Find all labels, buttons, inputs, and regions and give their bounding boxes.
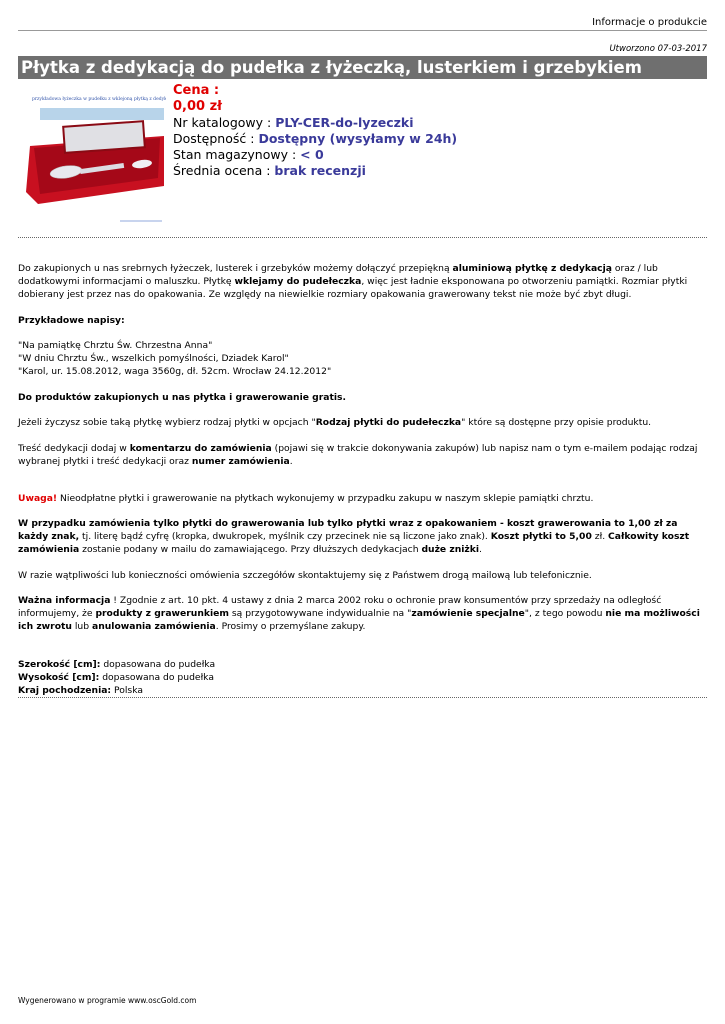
cost-paragraph: W przypadku zamówienia tylko płytki do grawerowania lub tylko płytki wraz z opakowaniem - koszt grawerowania to 1,00 zł za każdy znak, tj. literę bądź cyfrę (kropka, dwukropek, myślnik czy przecinek nie są liczone jako znak). Koszt płytki to 5,00 zł. Całkowity koszt zamówienia zostanie podany w mailu do zamawiającego. Przy dłuższych dedykacjach duże zniżki. xyxy=(18,518,690,555)
stock-label: Stan magazynowy : xyxy=(173,147,301,162)
warning-paragraph: Uwaga! Nieodpłatne płytki i grawerowanie na płytkach wykonujemy w przypadku zakupu w naszym sklepie pamiątki chrztu. xyxy=(18,492,594,504)
catalog-label: Nr katalogowy : xyxy=(173,115,276,130)
product-info xyxy=(173,83,457,179)
product-specs xyxy=(18,658,215,697)
spec-width: Szerokość [cm]: dopasowana do pudełka xyxy=(18,659,216,670)
examples-title: Przykładowe napisy: xyxy=(18,314,125,326)
stock-value: < 0 xyxy=(300,147,324,162)
section-divider-top xyxy=(18,237,707,238)
image-caption: przykładowa łyżeczka w pudełku z wklejoną płytką z dedykacją xyxy=(32,97,166,102)
price-value: 0,00 zł xyxy=(173,99,222,114)
examples-list: "Na pamiątkę Chrztu Św. Chrzestna Anna" "W dniu Chrztu Św., wszelkich pomyślności, Dziadek Karol" "Karol, ur. 15.08.2012, waga 3560g, dł. 52cm. Wrocław 24.12.2012" xyxy=(18,340,332,377)
header-divider xyxy=(18,30,707,31)
product-description xyxy=(18,262,707,646)
created-date: Utworzono 07-03-2017 xyxy=(609,44,707,54)
free-note: Do produktów zakupionych u nas płytka i grawerowanie gratis. xyxy=(18,391,346,403)
product-image xyxy=(24,86,166,229)
section-divider-bottom xyxy=(18,697,707,698)
legal-paragraph: Ważna informacja ! Zgodnie z art. 10 pkt. 4 ustawy z dnia 2 marca 2002 roku o ochronie praw konsumentów przy sprzedaży na odległość informujemy, że produkty z grawerunkiem są przygotowywane indywidualnie na "zamówienie specjalne", z tego powodu nie ma możliwości ich zwrotu lub anulowania zamówienia. Prosimy o przemyślane zakupy. xyxy=(18,595,700,632)
rating-value: brak recenzji xyxy=(274,163,366,178)
availability-value: Dostępny (wysyłamy w 24h) xyxy=(258,131,458,146)
options-paragraph: Jeżeli życzysz sobie taką płytkę wybierz rodzaj płytki w opcjach "Rodzaj płytki do pudełeczka" które są dostępne przy opisie produktu. xyxy=(18,417,652,428)
contact-paragraph: W razie wątpliwości lub konieczności omówienia szczegółów skontaktujemy się z Państwem drogą mailową lub telefonicznie. xyxy=(18,569,592,581)
availability-label: Dostępność : xyxy=(173,131,259,146)
rating-label: Średnia ocena : xyxy=(173,163,275,178)
intro-paragraph: Do zakupionych u nas srebrnych łyżeczek, lusterek i grzebyków możemy dołączyć przepiękną aluminiową płytkę z dedykacją oraz / lub dodatkowymi informacjami o maluszku. Płytkę wklejamy do pudełeczka, więc jest ładnie eksponowana po otworzeniu pamiątki. Rozmiar płytki dobierany jest przez nas do opakowania. Ze względy na niewielkie rozmiary opakowania grawerowany tekst nie może być zbyt długi. xyxy=(18,263,688,300)
product-title: Płytka z dedykacją do pudełka z łyżeczką, lusterkiem i grzebykiem xyxy=(18,56,707,79)
spec-height: Wysokość [cm]: dopasowana do pudełka xyxy=(18,672,214,683)
header-title: Informacje o produkcie xyxy=(592,17,707,28)
dedication-paragraph: Treść dedykacji dodaj w komentarzu do zamówienia (pojawi się w trakcie dokonywania zakupów) lub napisz nam o tym e-mailem podając rodzaj wybranej płytki i treść dedykacji oraz numer zamówienia. xyxy=(18,442,698,467)
footer-text: Wygenerowano w programie www.oscGold.com xyxy=(18,996,197,1005)
spec-origin: Kraj pochodzenia: Polska xyxy=(18,685,143,696)
catalog-value: PLY-CER-do-lyzeczki xyxy=(275,115,414,130)
price-label: Cena : xyxy=(173,83,220,98)
